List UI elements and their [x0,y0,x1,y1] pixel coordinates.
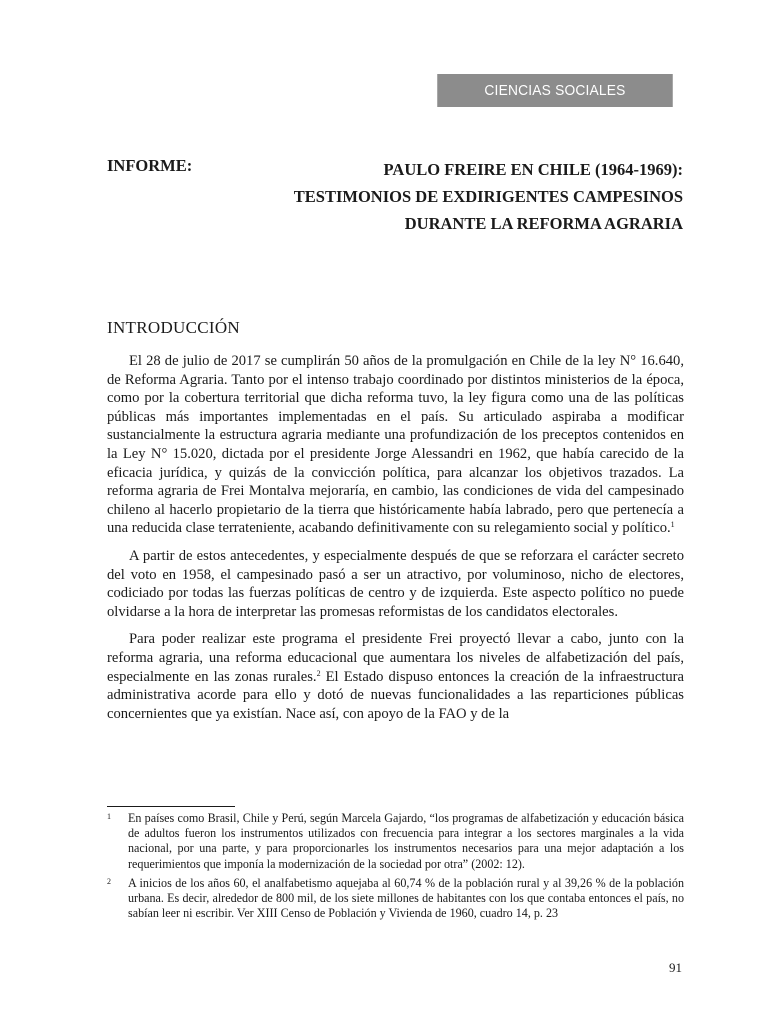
footnote [107,811,684,872]
page-number: 91 [669,960,682,975]
footnote-number: 1 [107,812,111,821]
title-line: PAULO FREIRE EN CHILE (1964-1969): [383,160,683,179]
footnote-number: 2 [107,876,111,886]
body-text [107,352,684,732]
paragraph [107,547,684,621]
section-heading: INTRODUCCIÓN [107,318,240,337]
paragraph-text: El 28 de julio de 2017 se cumplirán 50 años de la promulgación en Chile de la ley N° 16.640, de Reforma Agraria. Tanto por el intenso trabajo coordinado por distintos ministerios de la época, como por la cobertura territorial que dicha reforma tuvo, la ley figura como una de las políticas públicas más importantes implementadas en el país. Su articulado aspiraba a modificar sustancialmente la estructura agraria mediante una profundización de los preceptos contenidos en la Ley N° 15.020, dictada por el presidente Jorge Alessandri en 1962, que había carecido de la eficacia jurídica, y quizás de la convicción política, para alcanzar los objetivos trazados. La reforma agraria de Frei Montalva mejoraría, en cambio, las condiciones de vida del campesinado chileno al hacerlo propietario de la tierra que históricamente había labrado, pero que pertenecía a una reducida clase terrateniente, acabando definitivamente con su relegamiento social y político. [107,353,684,537]
paragraph [107,630,684,723]
footnote-text: En países como Brasil, Chile y Perú, según Marcela Gajardo, “los programas de alfabetización y educación básica de adultos fueron los instrumentos utilizados con frecuencia para integrar a los sectores marginales a la vida nacional, por una parte, y para proporcionarles los instrumentos necesarios para una mejor adaptación a los requerimientos que imponía la modernización de la sociedad por otra” (2002: 12). [128,811,684,871]
footnote-ref[interactable]: 1 [670,520,675,530]
section-tab: CIENCIAS SOCIALES [437,74,673,107]
title-line: DURANTE LA REFORMA AGRARIA [404,214,683,233]
paragraph [107,352,684,538]
title-line: TESTIMONIOS DE EXDIRIGENTES CAMPESINOS [293,187,683,206]
paragraph-text: El Estado dispuso entonces la creación de la infraestructura administrativa acorde para ello y dotó de nuevas funcionalidades a las reparticiones públicas concernientes que ya existían. Nace así, con apoyo de la FAO y de la [107,668,684,722]
footnote-divider [107,806,235,807]
footnote-ref[interactable]: 2 [316,668,321,678]
article-title [213,156,683,237]
paragraph-text: Para poder realizar este programa el presidente Frei proyectó llevar a cabo, junto con la reforma agraria, una reforma educacional que aumentara los niveles de alfabetización del país, especialmente en las zonas rurales. [107,631,684,685]
paragraph-text: A partir de estos antecedentes, y especialmente después de que se reforzara el carácter secreto del voto en 1958, el campesinado pasó a ser un atractivo, por voluminoso, nicho de electores, codiciado por todas las fuerzas políticas de centro y de izquierda. Este aspecto político no puede olvidarse a la hora de interpretar las promesas reformistas de los candidatos electorales. [107,547,684,620]
footnotes [107,811,684,925]
report-label: INFORME: [107,156,193,175]
footnote [107,876,684,922]
footnote-text: A inicios de los años 60, el analfabetismo aquejaba al 60,74 % de la población rural y al 39,26 % de la población urbana. Es decir, alrededor de 800 mil, de los siete millones de habitantes con los que contaba entonces el país, no sabían leer ni escribir. Ver XIII Censo de Población y Vivienda de 1960, cuadro 14, p. 23 [128,875,684,921]
